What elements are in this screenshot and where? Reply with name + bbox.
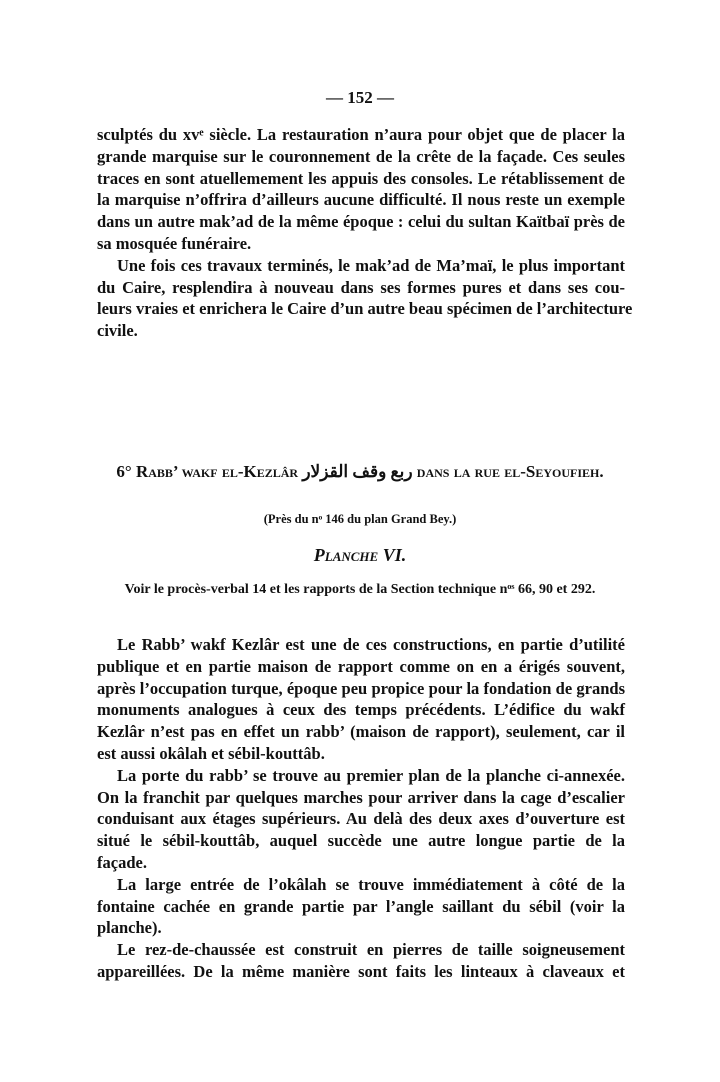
section-number: 6° [116, 462, 136, 481]
text-line: monuments analogues à ceux des temps précédents. L’édifice du wakf [97, 700, 625, 720]
text-line: situé le sébil-kouttâb, auquel succède une autre longue partie de la [97, 831, 625, 851]
section-title-part2: dans la rue el-Seyoufieh. [412, 462, 604, 481]
text-line: grande marquise sur le couronnement de la crête de la façade. Ces seules [97, 146, 625, 166]
section-title-part1: Rabb’ wakf el-Kezlâr [135, 462, 303, 481]
text-line: fontaine cachée en grande partie par l’angle saillant du sébil (voir la [97, 896, 625, 916]
text-line: publique et en partie maison de rapport comme on en a érigés souvent, [97, 656, 625, 676]
source-reference: Voir le procès-verbal 14 et les rapports de la Section technique nᵒˢ 66, 90 et 292. [124, 582, 596, 597]
text-line: conduisant aux étages supérieurs. Au delà des deux axes d’ouverture est [97, 809, 625, 829]
text-line: Le Rabb’ wakf Kezlâr est une de ces constructions, en partie d’utilité [117, 635, 625, 654]
page-number: — 152 — [326, 88, 394, 107]
text-line: sa mosquée funéraire. [97, 234, 252, 253]
plate-reference: Planche VI. [313, 545, 407, 565]
arabic-title: ربع وقف القزلار [302, 462, 413, 481]
text-line: La porte du rabb’ se trouve au premier plan de la planche ci-annexée. [117, 765, 625, 785]
text-line: sculptés du xvᵉ siècle. La restauration n’aura pour objet que de placer la [97, 125, 625, 144]
text-line: leurs vraies et enrichera le Caire d’un autre beau spécimen de l’architecture [97, 299, 633, 319]
text-line: Une fois ces travaux terminés, le mak’ad de Ma’maï, le plus important [117, 255, 625, 275]
text-line: Kezlâr n’est pas en effet un rabb’ (maison de rapport), seulement, car il [97, 722, 625, 742]
text-line: civile. [97, 321, 138, 341]
text-line: dans un autre mak’ad de la même époque : celui du sultan Kaïtbaï près de [97, 212, 625, 232]
text-line: appareillées. De la même manière sont faits les linteaux à claveaux et [97, 962, 625, 981]
section-heading [0, 462, 720, 482]
section-subheading: (Près du nᵒ 146 du plan Grand Bey.) [263, 512, 457, 526]
text-line: est aussi okâlah et sébil-kouttâb. [97, 744, 325, 763]
text-line: On la franchit par quelques marches pour arriver dans la cage d’escalier [97, 787, 625, 807]
text-line: La large entrée de l’okâlah se trouve immédiatement à côté de la [117, 874, 625, 894]
text-line: du Caire, resplendira à nouveau dans ses formes pures et dans ses cou- [97, 277, 625, 297]
text-line: Le rez-de-chaussée est construit en pierres de taille soigneusement [117, 940, 625, 960]
text-line: planche). [97, 918, 162, 938]
text-line: façade. [97, 853, 147, 872]
text-line: traces en sont atuellemement les appuis des consoles. Le rétablissement de [97, 168, 625, 188]
text-line: la marquise n’offrira d’ailleurs aucune difficulté. Il nous reste un exemple [97, 190, 625, 210]
text-line: après l’occupation turque, époque peu propice pour la fondation de grands [97, 678, 625, 698]
